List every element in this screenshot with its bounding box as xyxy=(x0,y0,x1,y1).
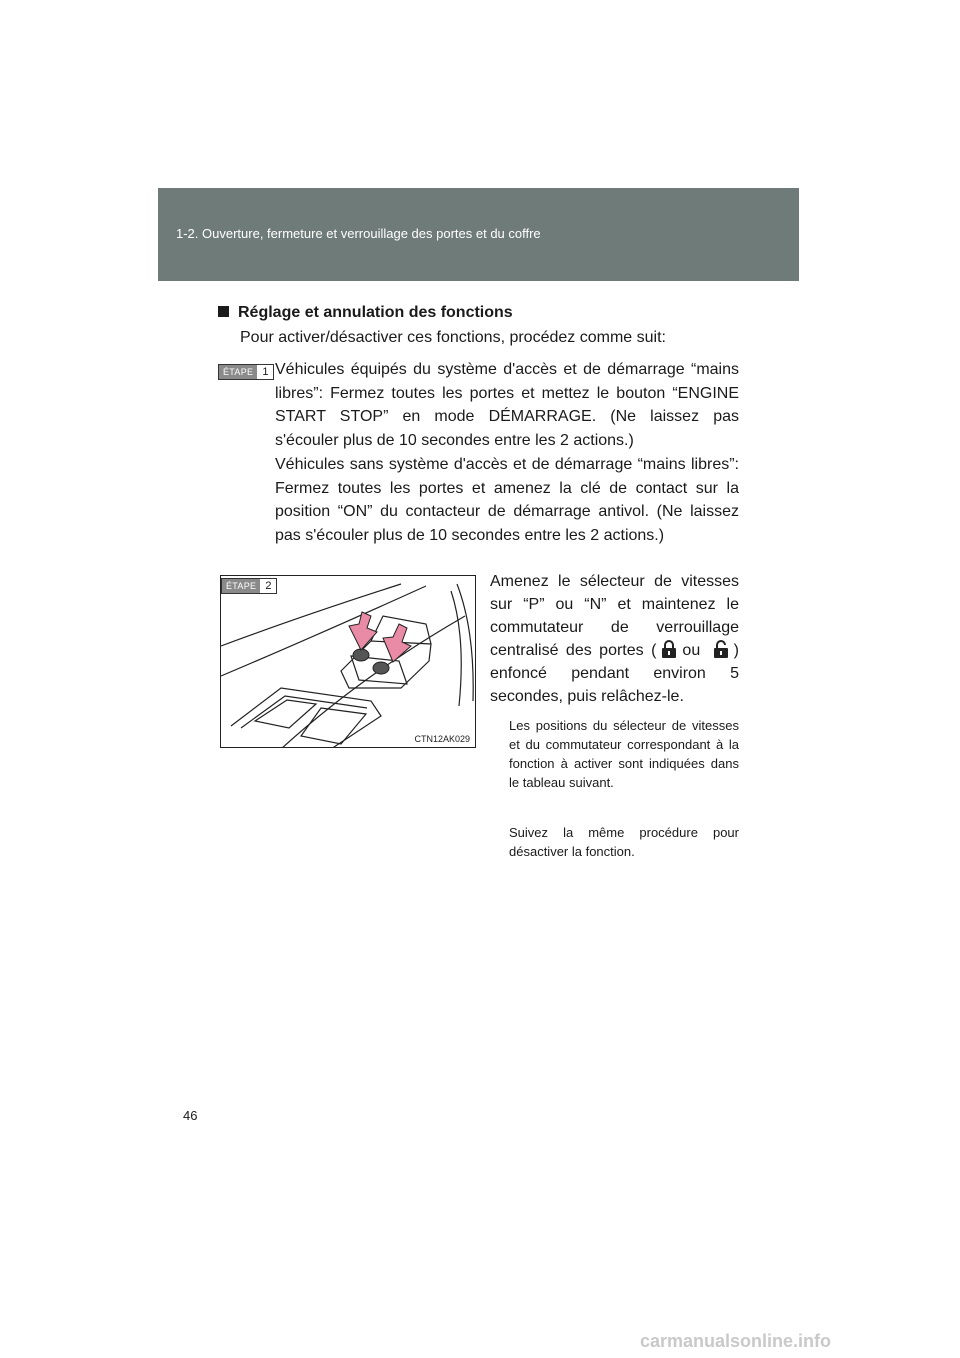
step-1-paragraph-2: Véhicules sans système d'accès et de démarrage “mains libres”: Fermez toutes les portes et amenez la clé de contact sur la position “ON” du contacteur de démarrage antivol. (Ne laissez pas s'écouler plus de 10 secondes entre les 2 actions.) xyxy=(275,456,739,544)
step-2-note-2: Suivez la même procédure pour désactiver la fonction. xyxy=(509,825,739,859)
chapter-header-title: 1-2. Ouverture, fermeture et verrouillage des portes et du coffre xyxy=(176,226,541,241)
step-badge-number: 1 xyxy=(257,365,273,379)
step-2-note-1: Les positions du sélecteur de vitesses et du commutateur correspondant à la fonction à activer sont indiquées dans le tableau suivant. xyxy=(509,718,739,790)
step-badge-label: ÉTAPE xyxy=(219,365,257,379)
watermark: carmanualsonline.info xyxy=(640,1331,832,1351)
step-badge-number: 2 xyxy=(260,579,276,593)
door-switch-illustration xyxy=(220,575,476,748)
illustration-code: CTN12AK029 xyxy=(414,734,470,744)
step-1-badge xyxy=(218,364,274,380)
section-title xyxy=(218,304,513,322)
step-2-text-part1: Amenez le sélecteur de vitesses sur “P” ou “N” et maintenez le commutateur de verrouillage centralisé des portes ( xyxy=(490,573,739,659)
step-2-text-or: ou xyxy=(682,642,701,659)
section-intro: Pour activer/désactiver ces fonctions, procédez comme suit: xyxy=(240,329,666,346)
unlock-icon xyxy=(710,639,732,659)
step-2-paragraph xyxy=(490,570,739,708)
square-bullet-icon xyxy=(218,306,229,317)
page-number: 46 xyxy=(183,1108,198,1123)
door-panel-drawing xyxy=(221,576,476,748)
press-arrow-lock xyxy=(349,612,377,650)
step-1-paragraph-1: Véhicules équipés du système d'accès et de démarrage “mains libres”: Fermez toutes les portes et mettez le bouton “ENGINE START STOP” en mode DÉMARRAGE. (Ne laissez pas s'écouler plus de 10 secondes entre les 2 actions.) xyxy=(275,361,739,449)
step-badge-label: ÉTAPE xyxy=(222,579,260,593)
step-2-badge xyxy=(221,578,277,594)
step-2-text-part2: ) enfoncé pendant environ 5 secondes, puis relâchez-le. xyxy=(490,642,739,705)
section-title-text: Réglage et annulation des fonctions xyxy=(238,304,513,321)
lock-icon xyxy=(658,639,680,659)
